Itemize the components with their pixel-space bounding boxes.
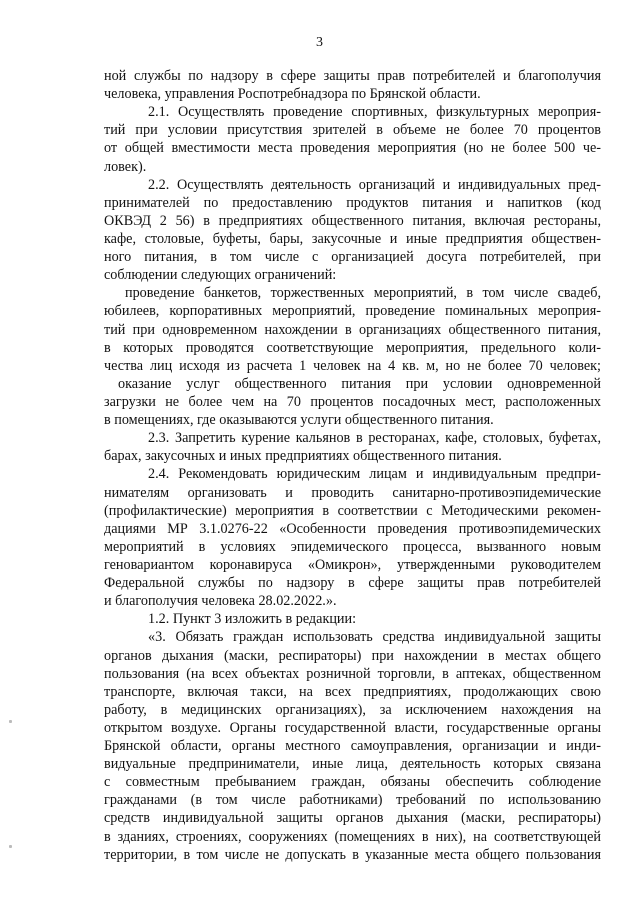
document-body bbox=[104, 67, 601, 864]
text-line: (профилактические) мероприятия в соответствии с Методическими рекомен- bbox=[104, 502, 601, 519]
page-number: 3 bbox=[316, 35, 323, 50]
text-line: гражданами (в том числе работниками) требований по использованию bbox=[104, 792, 601, 809]
text-line: и благополучия человека 28.02.2022.». bbox=[104, 593, 337, 610]
text-line: загрузки не более чем на 70 процентов посадочных мест, расположенных bbox=[104, 393, 601, 410]
text-line: ной службы по надзору в сфере защиты прав потребителей и благополучия bbox=[104, 68, 601, 84]
text-line: территории, в том числе не допускать в указанные места общего пользования bbox=[104, 846, 601, 863]
text-line: нимателям организовать и проводить санитарно-противоэпидемические bbox=[104, 484, 601, 501]
text-line: 2.3. Запретить курение кальянов в ресторанах, кафе, столовых, буфетах, bbox=[148, 430, 601, 447]
text-line: Брянской области, органы местного самоуправления, организации и инди- bbox=[104, 738, 601, 755]
text-line: органов дыхания (маски, респираторы) при нахождении в местах общего bbox=[104, 647, 601, 664]
text-line: видуальные предприниматели, иные лица, деятельность которых связана bbox=[104, 756, 601, 773]
text-line: 2.2. Осуществлять деятельность организаций и индивидуальных пред- bbox=[148, 176, 601, 193]
text-line: проведение банкетов, торжественных мероприятий, в том числе свадеб, bbox=[125, 285, 601, 302]
text-line: юбилеев, корпоративных мероприятий, проведение поминальных мероприя- bbox=[104, 303, 601, 320]
text-line: пользования (на всех объектах розничной торговли, в аптеках, общественном bbox=[104, 665, 601, 682]
text-line: принимателей по предоставлению продуктов питания и напитков (код bbox=[104, 194, 601, 211]
text-line: кафе, столовые, буфеты, бары, закусочные и иные предприятия обществен- bbox=[104, 230, 601, 247]
text-line: человека, управления Роспотребнадзора по Брянской области. bbox=[104, 86, 481, 103]
text-line: соблюдении следующих ограничений: bbox=[104, 267, 337, 284]
text-line: барах, закусочных и иных предприятиях общественного питания. bbox=[104, 448, 502, 465]
text-line: открытом воздухе. Органы государственной власти, государственные органы bbox=[104, 719, 601, 736]
text-line: с совместным пребыванием граждан, обязаны обеспечить соблюдение bbox=[104, 774, 601, 791]
text-line: в которых проводятся соответствующие мероприятия, предельного коли- bbox=[104, 339, 601, 356]
text-line: «3. Обязать граждан использовать средства индивидуальной защиты bbox=[148, 629, 601, 646]
text-line: тий при одновременном нахождении в организациях общественного питания, bbox=[104, 321, 601, 338]
text-line: дациями МР 3.1.0276-22 «Особенности проведения противоэпидемических bbox=[104, 520, 601, 537]
text-line: работу, в медицинских организациях), за исключением нахождения на bbox=[104, 701, 601, 718]
text-line: Федеральной службы по надзору в сфере защиты прав потребителей bbox=[104, 575, 601, 592]
scan-speck bbox=[9, 845, 12, 848]
text-line: транспорте, включая такси, на всех предприятиях, продолжающих свою bbox=[104, 683, 601, 700]
text-line: 1.2. Пункт 3 изложить в редакции: bbox=[148, 611, 357, 628]
text-line: средств индивидуальной защиты органов дыхания (маски, респираторы) bbox=[104, 810, 601, 827]
text-line: ного питания, в том числе с организацией досуга потребителей, при bbox=[104, 249, 601, 266]
text-line: ловек). bbox=[104, 158, 147, 175]
text-line: оказание услуг общественного питания при условии одновременной bbox=[118, 375, 601, 392]
text-line: мероприятий в условиях эпидемического процесса, вызванного новым bbox=[104, 538, 601, 555]
text-line: 2.4. Рекомендовать юридическим лицам и индивидуальным предпри- bbox=[148, 466, 601, 483]
text-line: геновариантом коронавируса «Омикрон», утвержденными руководителем bbox=[104, 556, 601, 573]
text-line: в помещениях, где оказываются услуги общественного питания. bbox=[104, 412, 494, 429]
text-line: в зданиях, строениях, сооружениях (помещениях в них), на соответствующей bbox=[104, 828, 601, 845]
text-line: ОКВЭД 2 56) в предприятиях общественного питания, включая рестораны, bbox=[104, 212, 601, 229]
text-line: от общей вместимости места проведения мероприятия (но не более 500 че- bbox=[104, 140, 601, 157]
text-line: 2.1. Осуществлять проведение спортивных, физкультурных мероприя- bbox=[148, 104, 601, 121]
scan-speck bbox=[9, 720, 12, 723]
text-line: тий при условии присутствия зрителей в объеме не более 70 процентов bbox=[104, 122, 601, 139]
text-line: чества лиц исходя из расчета 1 человек на 4 кв. м, но не более 70 человек; bbox=[104, 357, 601, 374]
